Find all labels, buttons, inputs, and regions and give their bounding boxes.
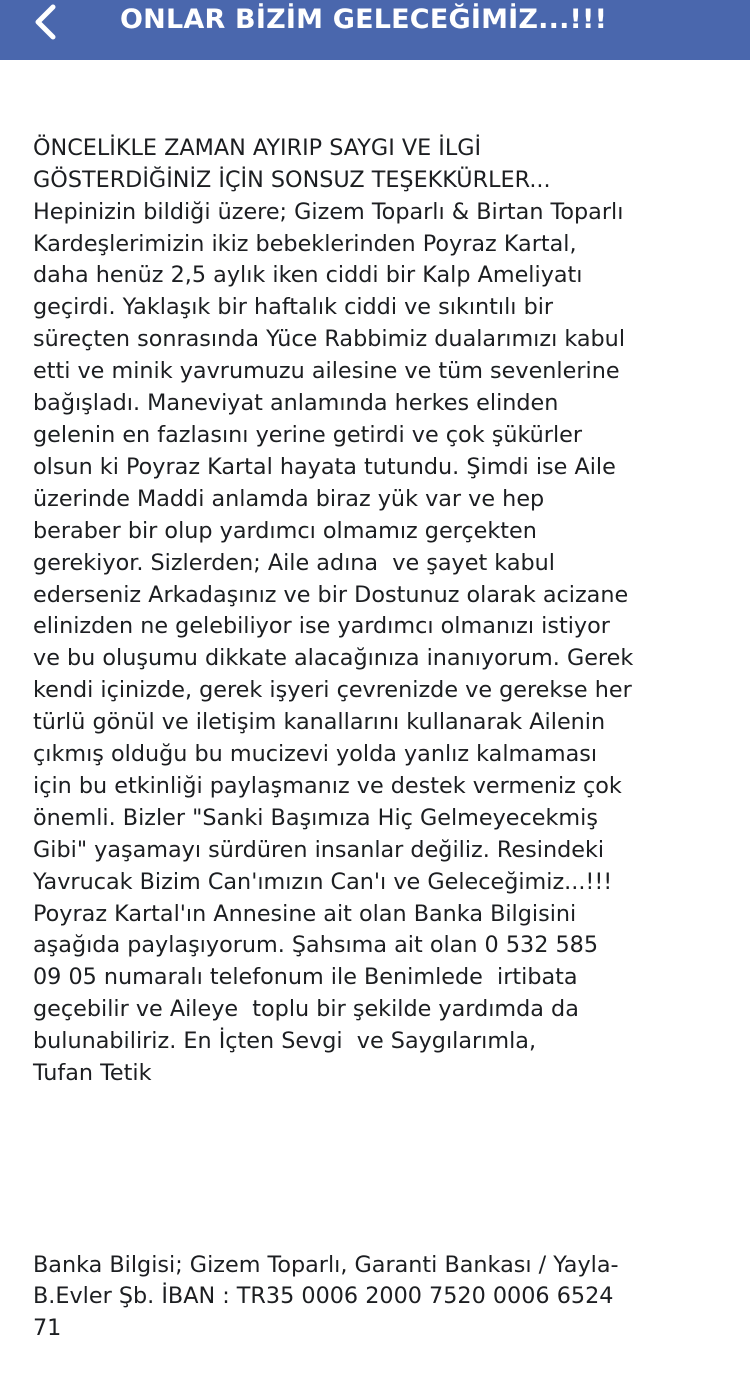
post-content: [0, 60, 750, 1377]
back-button[interactable]: [22, 0, 68, 44]
bank-info-text: Banka Bilgisi; Gizem Toparlı, Garanti Bankası / Yayla- B.Evler Şb. İBAN : TR35 0006 2000 7520 0006 6524 71: [33, 1251, 619, 1342]
post-body-text: ÖNCELİKLE ZAMAN AYIRIP SAYGI VE İLGİ GÖSTERDİĞİNİZ İÇİN SONSUZ TEŞEKKÜRLER... Hepinizin bildiği üzere; Gizem Toparlı & Birtan Toparlı Kardeşlerimizin ikiz bebeklerinden Poyraz Kartal, daha henüz 2,5 aylık iken ciddi bir Kalp Ameliyatı geçirdi. Yaklaşık bir haftalık ciddi ve sıkıntılı bir süreçten sonrasında Yüce Rabbimiz dualarımızı kabul etti ve minik yavrumuzu ailesine ve tüm sevenlerine bağışladı. Maneviyat anlamında herkes elinden gelenin en fazlasını yerine getirdi ve çok şükürler olsun ki Poyraz Kartal hayata tutundu. Şimdi ise Aile üzerinde Maddi anlamda biraz yük var ve hep beraber bir olup yardımcı olmamız gerçekten gerekiyor. Sizlerden; Aile adına ve şayet kabul ederseniz Arkadaşınız ve bir Dostunuz olarak acizane elinizden ne gelebiliyor ise yardımcı olmanızı istiyor ve bu oluşumu dikkate alacağınıza inanıyorum. Gerek kendi içinizde, gerek işyeri çevrenizde ve gerekse her türlü gönül ve iletişim kanallarını kullanarak Ailenin çıkmış olduğu bu mucizevi yolda yanlız kalmaması için bu etkinliği paylaşmanız ve destek vermeniz çok önemli. Bizler "Sanki Başımıza Hiç Gelmeyecekmiş Gibi" yaşamayı sürdüren insanlar değiliz. Resindeki Yavrucak Bizim Can'ımızın Can'ı ve Geleceğimiz...!!! Poyraz Kartal'ın Annesine ait olan Banka Bilgisini aşağıda paylaşıyorum. Şahsıma ait olan 0 532 585 09 05 numaralı telefonum ile Benimlede irtibata geçebilir ve Aileye toplu bir şekilde yardımda da bulunabiliriz. En İçten Sevgi ve Saygılarımla, Tufan Tetik: [33, 134, 634, 1087]
paragraph-spacer: [33, 1154, 730, 1186]
chevron-left-icon: [31, 4, 59, 40]
page-title: ONLAR BİZİM GELECEĞİMİZ...!!!: [120, 4, 608, 35]
nav-header: [0, 0, 750, 60]
